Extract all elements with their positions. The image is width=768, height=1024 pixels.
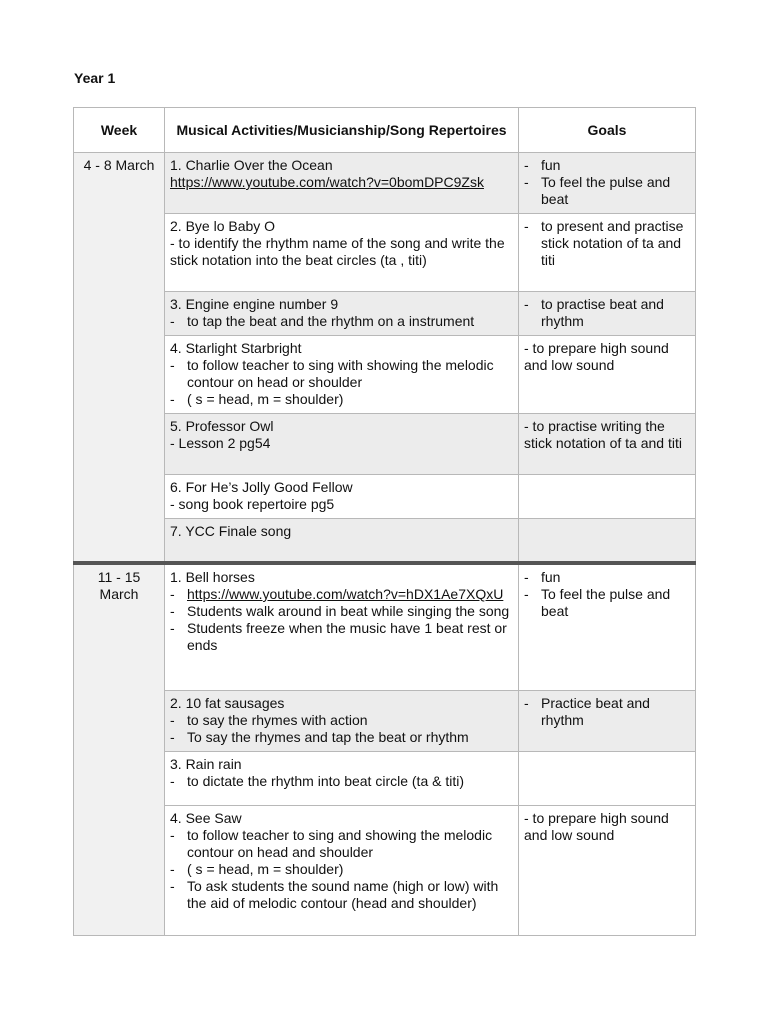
activity-bullet-text: ( s = head, m = shoulder) [187,391,344,407]
activity-line: 5. Professor Owl [170,418,274,434]
dash-marker: - [524,586,529,602]
activity-line: 7. YCC Finale song [170,523,292,539]
table-row [74,153,696,214]
dash-marker: - [170,878,175,894]
activity-cell [165,519,519,564]
header-activities: Musical Activities/Musicianship/Song Repertoires [165,108,519,153]
activity-cell [165,691,519,752]
activity-bullet-text: to say the rhymes with action [187,712,368,728]
goal-cell [519,292,696,336]
goal-cell [519,414,696,475]
dash-marker: - [524,218,529,234]
goal-bullet-item [524,157,690,174]
dash-marker: - [170,861,175,877]
week-cell: 4 - 8 March [74,153,165,564]
table-row [74,336,696,414]
goal-cell [519,806,696,936]
table-row [74,414,696,475]
activity-line: - to identify the rhythm name of the song and write the stick notation into the beat circles (ta , titi) [170,235,505,268]
activity-bullet-text: to follow teacher to sing with showing the melodic contour on head or shoulder [187,357,494,390]
goal-line: - to practise writing the stick notation of ta and titi [524,418,682,451]
activity-bullet-item [170,313,513,330]
activity-cell [165,806,519,936]
goal-cell [519,214,696,292]
activity-line: 1. Bell horses [170,569,255,585]
dash-marker: - [524,157,529,173]
goal-bullet-text: fun [541,569,561,585]
dash-marker: - [170,357,175,373]
table-row [74,292,696,336]
goal-bullet-item [524,586,690,620]
activity-bullet-item [170,586,513,603]
goal-bullet-text: to present and practise stick notation of ta and titi [541,218,684,268]
activity-line: 4. See Saw [170,810,242,826]
activity-line: - song book repertoire pg5 [170,496,335,512]
page-title: Year 1 [74,70,116,86]
goal-bullet-text: To feel the pulse and beat [541,174,671,207]
goal-bullet-text: Practice beat and rhythm [541,695,650,728]
activity-bullet-item [170,827,513,861]
goal-bullet-item [524,569,690,586]
header-goals: Goals [519,108,696,153]
activity-cell [165,475,519,519]
dash-marker: - [524,695,529,711]
goal-cell [519,563,696,691]
activity-cell [165,153,519,214]
activity-bullet-item [170,773,513,790]
week-cell: 11 - 15 March [74,563,165,936]
dash-marker: - [524,174,529,190]
activity-bullet-text: to dictate the rhythm into beat circle (ta & titi) [187,773,465,789]
activity-line: 6. For He’s Jolly Good Fellow [170,479,353,495]
lesson-plan-table [73,107,696,936]
activity-bullet-item [170,620,513,654]
table-body [74,153,696,936]
activity-bullet-item [170,861,513,878]
activity-bullet-text: to follow teacher to sing and showing the melodic contour on head and shoulder [187,827,493,860]
dash-marker: - [170,729,175,745]
table-row [74,691,696,752]
activity-line: 3. Rain rain [170,756,242,772]
dash-marker: - [524,569,529,585]
activity-bullet-item [170,878,513,912]
goal-cell [519,336,696,414]
table-row [74,519,696,564]
table-row [74,475,696,519]
activity-bullet-text: ( s = head, m = shoulder) [187,861,344,877]
activity-cell [165,414,519,475]
goal-bullet-item [524,695,690,729]
activity-bullet-text: To say the rhymes and tap the beat or rhythm [187,729,469,745]
activity-bullet-text: To ask students the sound name (high or low) with the aid of melodic contour (head and shoulder) [187,878,499,911]
goal-bullet-text: fun [541,157,561,173]
activity-line: 2. Bye lo Baby O [170,218,276,234]
activity-cell [165,336,519,414]
table-row [74,806,696,936]
dash-marker: - [170,773,175,789]
activity-bullet-item [170,712,513,729]
activity-bullet-item [170,729,513,746]
dash-marker: - [170,827,175,843]
activity-bullet-text: to tap the beat and the rhythm on a instrument [187,313,475,329]
header-week: Week [74,108,165,153]
goal-cell [519,519,696,564]
activity-bullet-text: Students freeze when the music have 1 beat rest or ends [187,620,507,653]
dash-marker: - [170,586,175,602]
video-link[interactable]: https://www.youtube.com/watch?v=0bomDPC9Zsk [170,174,484,190]
activity-line: 2. 10 fat sausages [170,695,285,711]
activity-line: 1. Charlie Over the Ocean [170,157,333,173]
dash-marker: - [170,391,175,407]
goal-cell [519,691,696,752]
goal-bullet-item [524,296,690,330]
dash-marker: - [170,712,175,728]
goal-cell [519,153,696,214]
goal-bullet-text: to practise beat and rhythm [541,296,664,329]
dash-marker: - [170,620,175,636]
activity-bullet-item [170,603,513,620]
activity-bullet-text: Students walk around in beat while singing the song [187,603,510,619]
goal-bullet-text: To feel the pulse and beat [541,586,671,619]
activity-bullet-item [170,357,513,391]
activity-line: - Lesson 2 pg54 [170,435,271,451]
goal-line: - to prepare high sound and low sound [524,810,669,843]
video-link[interactable]: https://www.youtube.com/watch?v=hDX1Ae7XQxU [187,586,504,602]
activity-cell [165,292,519,336]
goal-cell [519,752,696,806]
activity-line: 4. Starlight Starbright [170,340,302,356]
table-header-row [74,108,696,153]
dash-marker: - [170,603,175,619]
dash-marker: - [170,313,175,329]
goal-cell [519,475,696,519]
goal-bullet-item [524,174,690,208]
goal-bullet-item [524,218,690,269]
activity-line: 3. Engine engine number 9 [170,296,339,312]
goal-line: - to prepare high sound and low sound [524,340,669,373]
dash-marker: - [524,296,529,312]
activity-cell [165,563,519,691]
activity-cell [165,752,519,806]
table-row [74,214,696,292]
table-row [74,563,696,691]
activity-bullet-item [170,391,513,408]
activity-cell [165,214,519,292]
table-row [74,752,696,806]
